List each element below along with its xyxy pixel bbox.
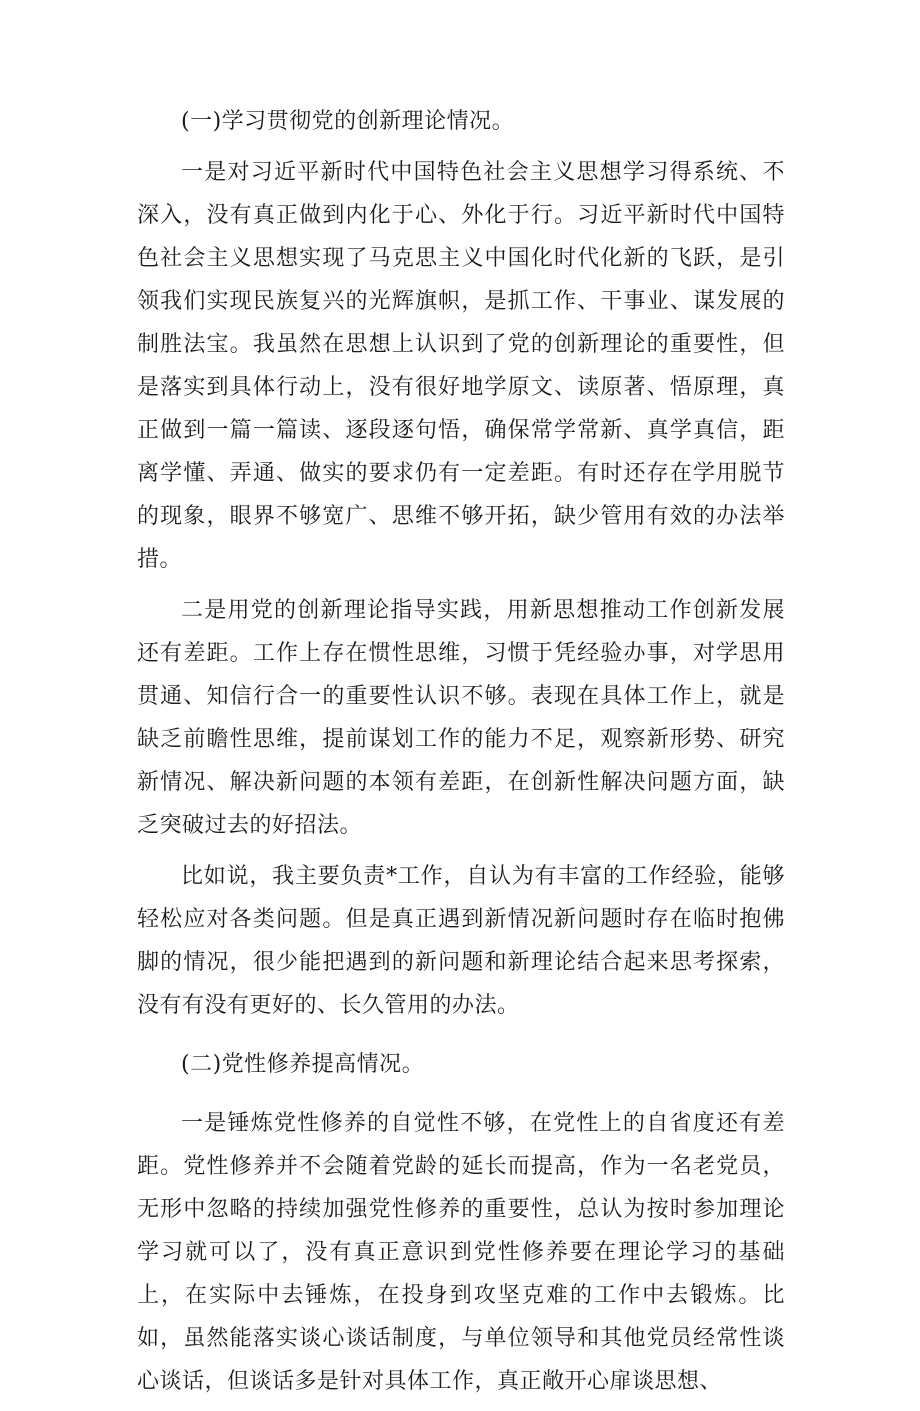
- paragraph-1-2: 二是用党的创新理论指导实践，用新思想推动工作创新发展还有差距。工作上存在惯性思维，习惯于凭经验办事，对学思用贯通、知信行合一的重要性认识不够。表现在具体工作上，就是缺乏前瞻性思维，提前谋划工作的能力不足，观察新形势、研究新情况、解决新问题的本领有差距，在创新性解决问题方面，缺乏突破过去的好招法。: [137, 598, 785, 838]
- section-gap: [137, 1094, 785, 1102]
- section-heading-1: (一)学习贯彻党的创新理论情况。: [181, 109, 515, 134]
- section-heading-2: (二)党性修养提高情况。: [181, 1052, 425, 1077]
- paragraph-1-1: 一是对习近平新时代中国特色社会主义思想学习得系统、不深入，没有真正做到内化于心、外化于行。习近平新时代中国特色社会主义思想实现了马克思主义中国化时代化新的飞跃，是引领我们实现民族复兴的光辉旗帜，是抓工作、干事业、谋发展的制胜法宝。我虽然在思想上认识到了党的创新理论的重要性，但是落实到具体行动上，没有很好地学原文、读原著、悟原理，真正做到一篇一篇读、逐段逐句悟，确保常学常新、真学真信，距离学懂、弄通、做实的要求仍有一定差距。有时还存在学用脱节的现象，眼界不够宽广、思维不够开拓，缺少管用有效的办法举措。: [137, 160, 785, 572]
- section-gap: [137, 1035, 785, 1043]
- paragraph-2-1: 一是锤炼党性修养的自觉性不够，在党性上的自省度还有差距。党性修养并不会随着党龄的延长而提高，作为一名老党员，无形中忽略的持续加强党性修养的重要性，总认为按时参加理论学习就可以了，没有真正意识到党性修养要在理论学习的基础上，在实际中去锤炼，在投身到攻坚克难的工作中去锻炼。比如，虽然能落实谈心谈话制度，与单位领导和其他党员经常性谈心谈话，但谈话多是针对具体工作，真正敞开心扉谈思想、: [137, 1111, 785, 1394]
- document-body: [137, 100, 785, 1411]
- paragraph-1-3: 比如说，我主要负责*工作，自认为有丰富的工作经验，能够轻松应对各类问题。但是真正遇到新情况新问题时存在临时抱佛脚的情况，很少能把遇到的新问题和新理论结合起来思考探索，没有有没有更好的、长久管用的办法。: [137, 864, 785, 1018]
